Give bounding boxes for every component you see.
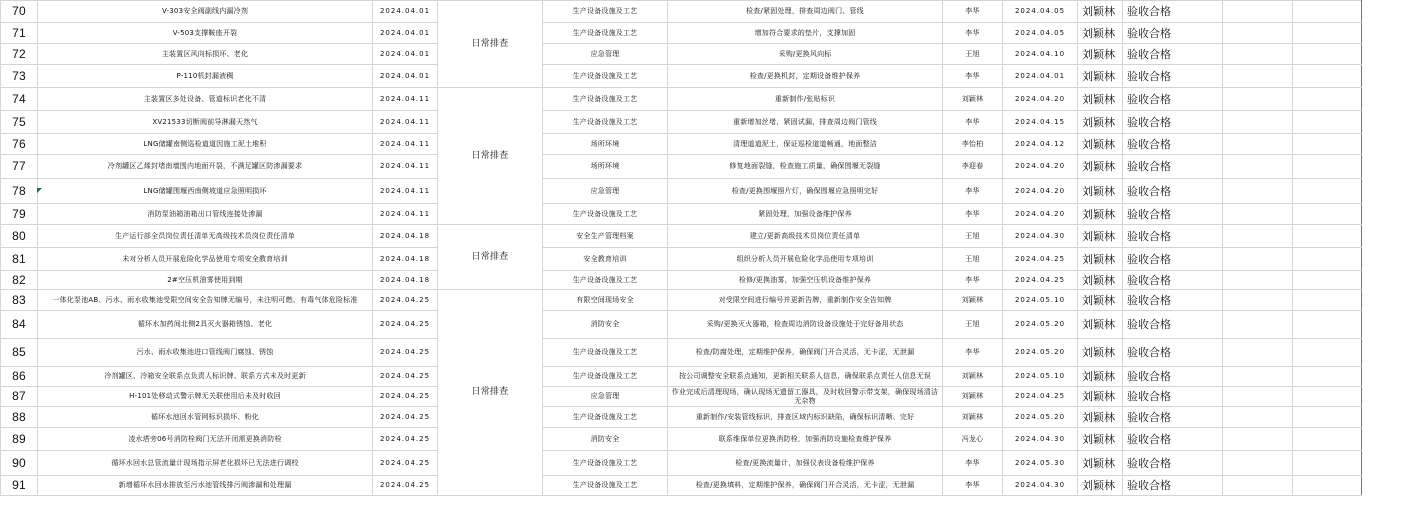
result-cell[interactable]: 验收合格 bbox=[1123, 367, 1223, 387]
row-number-cell[interactable]: 87 bbox=[1, 387, 38, 407]
measure-cell[interactable]: 联系维保单位更换消防栓，加强消防设施检查维护保养 bbox=[668, 428, 943, 451]
hazard-type-cell[interactable]: 应急管理 bbox=[543, 44, 668, 65]
checker-cell[interactable]: 刘颖林 bbox=[1078, 428, 1123, 451]
result-cell[interactable]: 验收合格 bbox=[1123, 44, 1223, 65]
owner-cell[interactable]: 刘颖林 bbox=[943, 367, 1003, 387]
completion-date-cell[interactable]: 2024.05.20 bbox=[1003, 311, 1078, 339]
empty-cell[interactable] bbox=[1293, 88, 1362, 111]
empty-cell[interactable] bbox=[1293, 476, 1362, 496]
table-row bbox=[1, 367, 1362, 387]
hazard-type-cell[interactable]: 生产设备设施及工艺 bbox=[543, 65, 668, 88]
owner-cell[interactable]: 李华 bbox=[943, 65, 1003, 88]
measure-cell[interactable]: 检修/更换油雾，加强空压机设备维护保养 bbox=[668, 271, 943, 290]
empty-cell[interactable] bbox=[1223, 179, 1293, 204]
result-cell[interactable]: 验收合格 bbox=[1123, 225, 1223, 248]
hazard-type-cell[interactable]: 消防安全 bbox=[543, 428, 668, 451]
table-row bbox=[1, 155, 1362, 179]
completion-date-cell[interactable]: 2024.04.20 bbox=[1003, 155, 1078, 179]
result-cell[interactable]: 验收合格 bbox=[1123, 290, 1223, 311]
row-number-cell[interactable]: 79 bbox=[1, 204, 38, 225]
found-date-cell[interactable]: 2024.04.11 bbox=[373, 111, 438, 134]
empty-cell[interactable] bbox=[1223, 407, 1293, 428]
empty-cell[interactable] bbox=[1293, 367, 1362, 387]
completion-date-cell[interactable]: 2024.05.20 bbox=[1003, 339, 1078, 367]
row-number-cell[interactable]: 83 bbox=[1, 290, 38, 311]
found-date-cell[interactable]: 2024.04.01 bbox=[373, 1, 438, 23]
empty-cell[interactable] bbox=[1223, 428, 1293, 451]
table-row bbox=[1, 44, 1362, 65]
issue-cell[interactable]: 2#空压机油雾使用到期 bbox=[38, 271, 373, 290]
issue-cell[interactable]: V-303安全阀副线内漏冷剂 bbox=[38, 1, 373, 23]
found-date-cell[interactable]: 2024.04.01 bbox=[373, 65, 438, 88]
owner-cell[interactable]: 李华 bbox=[943, 451, 1003, 476]
empty-cell[interactable] bbox=[1293, 111, 1362, 134]
completion-date-cell[interactable]: 2024.04.25 bbox=[1003, 271, 1078, 290]
result-cell[interactable]: 验收合格 bbox=[1123, 476, 1223, 496]
found-date-cell[interactable]: 2024.04.01 bbox=[373, 44, 438, 65]
measure-cell[interactable]: 检查/更换机封，定期设备维护保养 bbox=[668, 65, 943, 88]
table-row bbox=[1, 476, 1362, 496]
measure-cell[interactable]: 紧固处理，加强设备维护保养 bbox=[668, 204, 943, 225]
result-cell[interactable]: 验收合格 bbox=[1123, 271, 1223, 290]
empty-cell[interactable] bbox=[1223, 204, 1293, 225]
found-date-cell[interactable]: 2024.04.11 bbox=[373, 155, 438, 179]
completion-date-cell[interactable]: 2024.05.10 bbox=[1003, 367, 1078, 387]
empty-cell[interactable] bbox=[1223, 451, 1293, 476]
issue-cell[interactable]: 冷剂罐区乙烯封堵南墙围内地面开裂，不满足罐区防渗漏要求 bbox=[38, 155, 373, 179]
row-number-cell[interactable]: 76 bbox=[1, 134, 38, 155]
found-date-cell[interactable]: 2024.04.25 bbox=[373, 407, 438, 428]
row-number-cell[interactable]: 88 bbox=[1, 407, 38, 428]
row-number-cell[interactable]: 73 bbox=[1, 65, 38, 88]
checker-cell[interactable]: 刘颖林 bbox=[1078, 65, 1123, 88]
table-body bbox=[1, 1, 1362, 496]
empty-cell[interactable] bbox=[1223, 44, 1293, 65]
row-number-cell[interactable]: 77 bbox=[1, 155, 38, 179]
owner-cell[interactable]: 李华 bbox=[943, 271, 1003, 290]
measure-cell[interactable]: 建立/更新高级技术员岗位责任清单 bbox=[668, 225, 943, 248]
issue-cell[interactable]: 循环水加药间北侧2具灭火器箱锈蚀、老化 bbox=[38, 311, 373, 339]
issue-cell[interactable]: LNG储罐围堰西南侧坡道应急照明损坏 bbox=[38, 179, 373, 204]
checker-cell[interactable]: 刘颖林 bbox=[1078, 290, 1123, 311]
row-number-cell[interactable]: 91 bbox=[1, 476, 38, 496]
completion-date-cell[interactable]: 2024.04.10 bbox=[1003, 44, 1078, 65]
table-row bbox=[1, 290, 1362, 311]
empty-cell[interactable] bbox=[1293, 225, 1362, 248]
checker-cell[interactable]: 刘颖林 bbox=[1078, 451, 1123, 476]
comment-indicator bbox=[37, 188, 42, 193]
owner-cell[interactable]: 李华 bbox=[943, 204, 1003, 225]
found-date-cell[interactable]: 2024.04.11 bbox=[373, 134, 438, 155]
table-row bbox=[1, 179, 1362, 204]
empty-cell[interactable] bbox=[1293, 387, 1362, 407]
empty-cell[interactable] bbox=[1293, 248, 1362, 271]
table-row bbox=[1, 88, 1362, 111]
completion-date-cell[interactable]: 2024.04.20 bbox=[1003, 179, 1078, 204]
completion-date-cell[interactable]: 2024.04.05 bbox=[1003, 1, 1078, 23]
hazard-type-cell[interactable]: 有限空间现场安全 bbox=[543, 290, 668, 311]
checker-cell[interactable]: 刘颖林 bbox=[1078, 387, 1123, 407]
hazard-type-cell[interactable]: 生产设备设施及工艺 bbox=[543, 1, 668, 23]
hazard-type-cell[interactable]: 生产设备设施及工艺 bbox=[543, 476, 668, 496]
hazard-type-cell[interactable]: 应急管理 bbox=[543, 387, 668, 407]
owner-cell[interactable]: 王旭 bbox=[943, 311, 1003, 339]
completion-date-cell[interactable]: 2024.05.10 bbox=[1003, 290, 1078, 311]
empty-cell[interactable] bbox=[1293, 44, 1362, 65]
checker-cell[interactable]: 刘颖林 bbox=[1078, 155, 1123, 179]
row-number-cell[interactable]: 72 bbox=[1, 44, 38, 65]
completion-date-cell[interactable]: 2024.04.12 bbox=[1003, 134, 1078, 155]
measure-cell[interactable]: 对受限空间进行编号并更新告牌，重新制作安全告知牌 bbox=[668, 290, 943, 311]
result-cell[interactable]: 验收合格 bbox=[1123, 1, 1223, 23]
owner-cell[interactable]: 李华 bbox=[943, 339, 1003, 367]
empty-cell[interactable] bbox=[1293, 451, 1362, 476]
hazard-type-cell[interactable]: 场所环境 bbox=[543, 134, 668, 155]
completion-date-cell[interactable]: 2024.04.20 bbox=[1003, 88, 1078, 111]
completion-date-cell[interactable]: 2024.05.30 bbox=[1003, 451, 1078, 476]
empty-cell[interactable] bbox=[1223, 271, 1293, 290]
found-date-cell[interactable]: 2024.04.18 bbox=[373, 225, 438, 248]
row-number-cell[interactable]: 82 bbox=[1, 271, 38, 290]
found-date-cell[interactable]: 2024.04.25 bbox=[373, 387, 438, 407]
table-row bbox=[1, 65, 1362, 88]
empty-cell[interactable] bbox=[1293, 155, 1362, 179]
empty-cell[interactable] bbox=[1293, 134, 1362, 155]
empty-cell[interactable] bbox=[1293, 428, 1362, 451]
result-cell[interactable]: 验收合格 bbox=[1123, 88, 1223, 111]
completion-date-cell[interactable]: 2024.04.15 bbox=[1003, 111, 1078, 134]
checker-cell[interactable]: 刘颖林 bbox=[1078, 88, 1123, 111]
table-row bbox=[1, 225, 1362, 248]
issue-cell[interactable]: 未对分析人员开展危险化学品使用专项安全教育培训 bbox=[38, 248, 373, 271]
checker-cell[interactable]: 刘颖林 bbox=[1078, 407, 1123, 428]
completion-date-cell[interactable]: 2024.04.25 bbox=[1003, 387, 1078, 407]
found-date-cell[interactable]: 2024.04.25 bbox=[373, 339, 438, 367]
owner-cell[interactable]: 李华 bbox=[943, 179, 1003, 204]
issue-cell[interactable]: 新增循环水回水排放至污水池管线排污阀渗漏和处理漏 bbox=[38, 476, 373, 496]
measure-cell[interactable]: 增加符合要求的垫片，支撑加固 bbox=[668, 23, 943, 44]
checker-cell[interactable]: 刘颖林 bbox=[1078, 134, 1123, 155]
hazard-type-cell[interactable]: 生产设备设施及工艺 bbox=[543, 111, 668, 134]
completion-date-cell[interactable]: 2024.04.01 bbox=[1003, 65, 1078, 88]
hazard-type-cell[interactable]: 场所环境 bbox=[543, 155, 668, 179]
empty-cell[interactable] bbox=[1293, 179, 1362, 204]
empty-cell[interactable] bbox=[1293, 23, 1362, 44]
result-cell[interactable]: 验收合格 bbox=[1123, 339, 1223, 367]
hazard-type-cell[interactable]: 生产设备设施及工艺 bbox=[543, 407, 668, 428]
issue-cell[interactable]: 循环水池回水管网标识损坏、粉化 bbox=[38, 407, 373, 428]
measure-cell[interactable]: 采购/更换灭火器箱，检查周边消防设备设施处于完好备用状态 bbox=[668, 311, 943, 339]
owner-cell[interactable]: 李华 bbox=[943, 111, 1003, 134]
measure-cell[interactable]: 按公司调整安全联系点通知，更新相关联系人信息，确保联系点责任人信息无误 bbox=[668, 367, 943, 387]
row-number-cell[interactable]: 81 bbox=[1, 248, 38, 271]
hazard-type-cell[interactable]: 生产设备设施及工艺 bbox=[543, 271, 668, 290]
row-number-cell[interactable]: 89 bbox=[1, 428, 38, 451]
empty-cell[interactable] bbox=[1223, 1, 1293, 23]
empty-cell[interactable] bbox=[1223, 155, 1293, 179]
checker-cell[interactable]: 刘颖林 bbox=[1078, 367, 1123, 387]
table-row bbox=[1, 407, 1362, 428]
table-row bbox=[1, 451, 1362, 476]
result-cell[interactable]: 验收合格 bbox=[1123, 179, 1223, 204]
table-row bbox=[1, 311, 1362, 339]
row-number-cell[interactable]: 80 bbox=[1, 225, 38, 248]
table-row bbox=[1, 248, 1362, 271]
found-date-cell[interactable]: 2024.04.11 bbox=[373, 179, 438, 204]
completion-date-cell[interactable]: 2024.04.30 bbox=[1003, 476, 1078, 496]
row-number-cell[interactable]: 90 bbox=[1, 451, 38, 476]
empty-cell[interactable] bbox=[1223, 134, 1293, 155]
check-type-cell[interactable]: 日常排查 bbox=[438, 88, 543, 225]
empty-cell[interactable] bbox=[1223, 339, 1293, 367]
hazard-type-cell[interactable]: 生产设备设施及工艺 bbox=[543, 339, 668, 367]
empty-cell[interactable] bbox=[1293, 204, 1362, 225]
found-date-cell[interactable]: 2024.04.25 bbox=[373, 428, 438, 451]
measure-cell[interactable]: 修复地面裂缝，检查施工质量，确保围堰无裂缝 bbox=[668, 155, 943, 179]
found-date-cell[interactable]: 2024.04.25 bbox=[373, 311, 438, 339]
measure-cell[interactable]: 清理道道泥土，保证巡检道道畅通，地面整洁 bbox=[668, 134, 943, 155]
checker-cell[interactable]: 刘颖林 bbox=[1078, 1, 1123, 23]
table-row bbox=[1, 271, 1362, 290]
result-cell[interactable]: 验收合格 bbox=[1123, 155, 1223, 179]
check-type-cell[interactable]: 日常排查 bbox=[438, 1, 543, 88]
issue-cell[interactable]: 冷剂罐区、冷箱安全联系点负责人标识牌、联系方式未及时更新 bbox=[38, 367, 373, 387]
hazard-type-cell[interactable]: 生产设备设施及工艺 bbox=[543, 204, 668, 225]
issue-cell[interactable]: 循环水回水总管流量计现场指示屏老化损坏已无法进行调校 bbox=[38, 451, 373, 476]
row-number-cell[interactable]: 86 bbox=[1, 367, 38, 387]
completion-date-cell[interactable]: 2024.04.20 bbox=[1003, 204, 1078, 225]
result-cell[interactable]: 验收合格 bbox=[1123, 23, 1223, 44]
issue-cell[interactable]: LNG储罐南侧巡检道道因施工泥土堆积 bbox=[38, 134, 373, 155]
checker-cell[interactable]: 刘颖林 bbox=[1078, 179, 1123, 204]
owner-cell[interactable]: 王旭 bbox=[943, 44, 1003, 65]
completion-date-cell[interactable]: 2024.05.20 bbox=[1003, 407, 1078, 428]
checker-cell[interactable]: 刘颖林 bbox=[1078, 271, 1123, 290]
empty-cell[interactable] bbox=[1293, 271, 1362, 290]
empty-cell[interactable] bbox=[1223, 476, 1293, 496]
owner-cell[interactable]: 刘颖林 bbox=[943, 407, 1003, 428]
hazard-type-cell[interactable]: 应急管理 bbox=[543, 179, 668, 204]
found-date-cell[interactable]: 2024.04.25 bbox=[373, 367, 438, 387]
hazard-type-cell[interactable]: 安全教育培训 bbox=[543, 248, 668, 271]
hazard-type-cell[interactable]: 安全生产管理档案 bbox=[543, 225, 668, 248]
issue-cell[interactable]: 一体化泵池AB、污水、雨水收集池受限空间安全告知牌无编号，未注明可燃、有毒气体危险标准 bbox=[38, 290, 373, 311]
measure-cell[interactable]: 检查/更换填料，定期维护保养，确保阀门开合灵活，无卡涩，无泄漏 bbox=[668, 476, 943, 496]
check-type-cell[interactable]: 日常排查 bbox=[438, 225, 543, 290]
owner-cell[interactable]: 刘颖林 bbox=[943, 387, 1003, 407]
result-cell[interactable]: 验收合格 bbox=[1123, 204, 1223, 225]
owner-cell[interactable]: 冯龙心 bbox=[943, 428, 1003, 451]
checker-cell[interactable]: 刘颖林 bbox=[1078, 111, 1123, 134]
row-number-cell[interactable]: 85 bbox=[1, 339, 38, 367]
issue-cell[interactable]: H-101处移动式警示牌无关联使用后未及时收回 bbox=[38, 387, 373, 407]
issue-cell[interactable]: 主装置区多处设备、管道标识老化不清 bbox=[38, 88, 373, 111]
empty-cell[interactable] bbox=[1223, 290, 1293, 311]
measure-cell[interactable]: 重新制作/安装管线标识，排查区域内标识缺陷，确保标识清晰、完好 bbox=[668, 407, 943, 428]
found-date-cell[interactable]: 2024.04.11 bbox=[373, 204, 438, 225]
issue-cell[interactable]: 主装置区风向标损坏、老化 bbox=[38, 44, 373, 65]
checker-cell[interactable]: 刘颖林 bbox=[1078, 476, 1123, 496]
hazard-type-cell[interactable]: 消防安全 bbox=[543, 311, 668, 339]
measure-cell[interactable]: 重新制作/张贴标识 bbox=[668, 88, 943, 111]
empty-cell[interactable] bbox=[1293, 1, 1362, 23]
result-cell[interactable]: 验收合格 bbox=[1123, 387, 1223, 407]
hazard-type-cell[interactable]: 生产设备设施及工艺 bbox=[543, 451, 668, 476]
result-cell[interactable]: 验收合格 bbox=[1123, 111, 1223, 134]
completion-date-cell[interactable]: 2024.04.30 bbox=[1003, 428, 1078, 451]
measure-cell[interactable]: 检查/更换流量计，加强仪表设备检维护保养 bbox=[668, 451, 943, 476]
empty-cell[interactable] bbox=[1293, 311, 1362, 339]
issue-cell[interactable]: 消防泵油箱油箱出口管线连接处渗漏 bbox=[38, 204, 373, 225]
row-number-cell[interactable]: 74 bbox=[1, 88, 38, 111]
row-number-cell[interactable]: 75 bbox=[1, 111, 38, 134]
checker-cell[interactable]: 刘颖林 bbox=[1078, 248, 1123, 271]
measure-cell[interactable]: 检查/紧固处理，排查周边阀门、管线 bbox=[668, 1, 943, 23]
result-cell[interactable]: 验收合格 bbox=[1123, 311, 1223, 339]
found-date-cell[interactable]: 2024.04.25 bbox=[373, 290, 438, 311]
result-cell[interactable]: 验收合格 bbox=[1123, 451, 1223, 476]
owner-cell[interactable]: 李华 bbox=[943, 1, 1003, 23]
completion-date-cell[interactable]: 2024.04.30 bbox=[1003, 225, 1078, 248]
checker-cell[interactable]: 刘颖林 bbox=[1078, 225, 1123, 248]
hazard-type-cell[interactable]: 生产设备设施及工艺 bbox=[543, 23, 668, 44]
measure-cell[interactable]: 采购/更换风向标 bbox=[668, 44, 943, 65]
empty-cell[interactable] bbox=[1223, 111, 1293, 134]
table-row bbox=[1, 339, 1362, 367]
empty-cell[interactable] bbox=[1223, 248, 1293, 271]
found-date-cell[interactable]: 2024.04.01 bbox=[373, 23, 438, 44]
empty-cell[interactable] bbox=[1293, 339, 1362, 367]
issue-cell[interactable]: 生产运行部全员岗位责任清单无高级技术员岗位责任清单 bbox=[38, 225, 373, 248]
table-row bbox=[1, 23, 1362, 44]
owner-cell[interactable]: 李华 bbox=[943, 23, 1003, 44]
owner-cell[interactable]: 王旭 bbox=[943, 225, 1003, 248]
found-date-cell[interactable]: 2024.04.18 bbox=[373, 271, 438, 290]
issue-cell[interactable]: 污水、雨水收集池进口管线阀门腐蚀、锈蚀 bbox=[38, 339, 373, 367]
empty-cell[interactable] bbox=[1293, 65, 1362, 88]
owner-cell[interactable]: 李华 bbox=[943, 476, 1003, 496]
checker-cell[interactable]: 刘颖林 bbox=[1078, 339, 1123, 367]
check-type-cell[interactable]: 日常排查 bbox=[438, 290, 543, 496]
row-number-cell[interactable]: 78 bbox=[1, 179, 38, 204]
empty-cell[interactable] bbox=[1223, 225, 1293, 248]
measure-cell[interactable]: 组织分析人员开展危险化学品使用专项培训 bbox=[668, 248, 943, 271]
hazard-type-cell[interactable]: 生产设备设施及工艺 bbox=[543, 88, 668, 111]
table-row bbox=[1, 204, 1362, 225]
measure-cell[interactable]: 重新增加丝堵，紧固试漏，排查周边阀门管线 bbox=[668, 111, 943, 134]
checker-cell[interactable]: 刘颖林 bbox=[1078, 311, 1123, 339]
issue-cell[interactable]: XV21533切断阀前导淋漏天然气 bbox=[38, 111, 373, 134]
hazard-type-cell[interactable]: 生产设备设施及工艺 bbox=[543, 367, 668, 387]
found-date-cell[interactable]: 2024.04.11 bbox=[373, 88, 438, 111]
issue-cell[interactable]: 凌水塔旁06号消防栓阀门无法开闭需更换消防栓 bbox=[38, 428, 373, 451]
owner-cell[interactable]: 刘颖林 bbox=[943, 88, 1003, 111]
empty-cell[interactable] bbox=[1223, 88, 1293, 111]
row-number-cell[interactable]: 84 bbox=[1, 311, 38, 339]
empty-cell[interactable] bbox=[1223, 367, 1293, 387]
empty-cell[interactable] bbox=[1223, 387, 1293, 407]
measure-cell[interactable]: 检查/更换围堰照片灯，确保围堰应急照明完好 bbox=[668, 179, 943, 204]
empty-cell[interactable] bbox=[1223, 23, 1293, 44]
checker-cell[interactable]: 刘颖林 bbox=[1078, 23, 1123, 44]
table-row bbox=[1, 111, 1362, 134]
empty-cell[interactable] bbox=[1293, 407, 1362, 428]
completion-date-cell[interactable]: 2024.04.05 bbox=[1003, 23, 1078, 44]
issue-cell[interactable]: V-503支撑鞍座开裂 bbox=[38, 23, 373, 44]
empty-cell[interactable] bbox=[1293, 290, 1362, 311]
table-row bbox=[1, 428, 1362, 451]
table-row bbox=[1, 134, 1362, 155]
result-cell[interactable]: 验收合格 bbox=[1123, 248, 1223, 271]
found-date-cell[interactable]: 2024.04.25 bbox=[373, 476, 438, 496]
row-number-cell[interactable]: 71 bbox=[1, 23, 38, 44]
found-date-cell[interactable]: 2024.04.25 bbox=[373, 451, 438, 476]
completion-date-cell[interactable]: 2024.04.25 bbox=[1003, 248, 1078, 271]
owner-cell[interactable]: 刘颖林 bbox=[943, 290, 1003, 311]
measure-cell[interactable]: 作业完成后清理现场，确认现场无遗留工器具，及时收回警示带支架，确保现场清洁无杂物 bbox=[668, 387, 943, 407]
owner-cell[interactable]: 王旭 bbox=[943, 248, 1003, 271]
result-cell[interactable]: 验收合格 bbox=[1123, 407, 1223, 428]
table-row bbox=[1, 1, 1362, 23]
owner-cell[interactable]: 李迎春 bbox=[943, 155, 1003, 179]
empty-cell[interactable] bbox=[1223, 65, 1293, 88]
measure-cell[interactable]: 检查/防腐处理，定期维护保养，确保阀门开合灵活，无卡涩，无泄漏 bbox=[668, 339, 943, 367]
owner-cell[interactable]: 李怡柏 bbox=[943, 134, 1003, 155]
empty-cell[interactable] bbox=[1223, 311, 1293, 339]
checker-cell[interactable]: 刘颖林 bbox=[1078, 44, 1123, 65]
table-row bbox=[1, 387, 1362, 407]
result-cell[interactable]: 验收合格 bbox=[1123, 428, 1223, 451]
issue-cell[interactable]: P-110机封漏液稠 bbox=[38, 65, 373, 88]
row-number-cell[interactable]: 70 bbox=[1, 1, 38, 23]
result-cell[interactable]: 验收合格 bbox=[1123, 134, 1223, 155]
found-date-cell[interactable]: 2024.04.18 bbox=[373, 248, 438, 271]
checker-cell[interactable]: 刘颖林 bbox=[1078, 204, 1123, 225]
result-cell[interactable]: 验收合格 bbox=[1123, 65, 1223, 88]
